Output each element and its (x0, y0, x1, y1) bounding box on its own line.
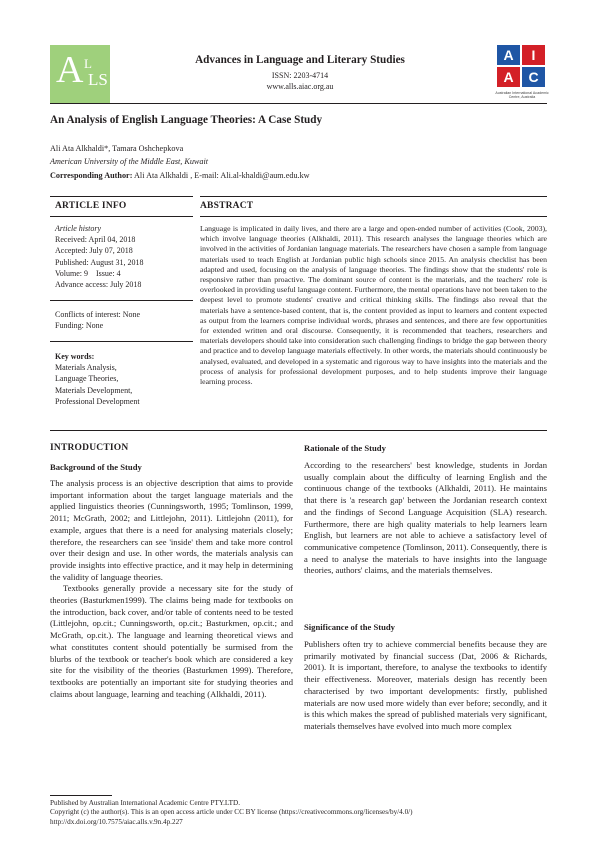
journal-title: Advances in Language and Literary Studies (195, 54, 405, 66)
footer (50, 799, 547, 827)
journal-logo (50, 45, 110, 103)
issn: ISSN: 2203-4714 (271, 71, 329, 80)
footnote-rule (50, 795, 112, 796)
abstract-text: Language is implicated in daily lives, and there are a large and open-ended number of activities (Cook, 2003), which involve language theories (Alkhaldi, 2011). This research analyses the language theories which are involved in the activities of Jordanian language materials. The researchers have chosen a sample from language materials used to teach English at Jordanian public high schools since 2015. An analysis checklist has been adapted and used, focusing on the analysis of language theories. The findings show that the students' role is responsive rather than proactive. The dominant source of content is the materials, and the teachers' role is overlooked in providing useful language content. Furthermore, the mental operations have not been taken to the deepest level to promote students' creative and critical thinking skills. The findings also reveal that the materials have a sentence-based content, that is, the content provided as input to learners and content expected as output from the learners comprise individual words, phrases and sentences, and there are few opportunities for extended written and oral discourse. Consequently, it is recommended that teachers, researchers and materials developers should take into consideration such challenging findings to bridge the gap between theory and practice and to develop language materials effectively. In other words, the materials should continuously be analysed, evaluated, and developed in a systematic and rigorous way to have insights into the materials and the process of analysis for professional development purposes, and to help students improve their language learning process. (200, 224, 547, 387)
history-advance: Advance access: July 2018 (55, 280, 142, 290)
history-label: Article history (55, 224, 101, 233)
history-accepted: Accepted: July 07, 2018 (55, 246, 133, 256)
logo-letter-a: A (56, 49, 84, 91)
logo-cell-i: I (522, 45, 545, 65)
affiliation: American University of the Middle East, Kuwait (50, 157, 209, 166)
authors: Ali Ata Alkhaldi*, Tamara Oshchepkova (50, 144, 184, 153)
footer-copyright[interactable]: Copyright (c) the author(s). This is an open access article under CC BY license (https://creativecommons.org/licenses/by/4.0/) (50, 808, 413, 817)
background-heading: Background of the Study (50, 462, 142, 472)
corresponding-email[interactable]: Ali Ata Alkhaldi , E-mail: Ali.al-khaldi@aum.edu.kw (132, 171, 310, 180)
keywords-label: Key words: (55, 352, 95, 361)
rationale-heading: Rationale of the Study (304, 443, 386, 453)
logo-cell-c: C (522, 67, 545, 87)
footer-publisher: Published by Australian International Academic Centre PTY.LTD. (50, 799, 241, 807)
keyword: Language Theories, (55, 374, 119, 384)
logo-letters-ls: LS (88, 70, 108, 89)
keywords-block (55, 351, 195, 407)
info-rule-1 (50, 300, 193, 301)
abstract-heading: ABSTRACT (200, 201, 254, 211)
introduction-heading: INTRODUCTION (50, 443, 129, 453)
background-paragraph-2: Textbooks generally provide a necessary site for the study of theories (Basturkmen1999). The claims being made for textbooks on the introduction, back cover, and/or table of contents need to be tested (Littlejohn, op.cit.; Cunningsworth, op.cit.; Basturkmen, op.cit.; and McGrath, op.cit.). The language and learning theoretical views and what constitutes content should potentially be surmised from the blurbs of the textbook or teacher's book which are considered a key site for the visibility of the theories (Basturkmen 1999). Therefore, textbooks are potentially an important site for studying theories and claims about language, learning and teaching (Alkhaldi, 2011). (50, 583, 293, 699)
footer-doi[interactable]: http://dx.doi.org/10.7575/aiac.alls.v.9n.4p.227 (50, 817, 183, 826)
keyword: Materials Development, (55, 385, 133, 395)
publisher-tagline: Australian International Academic Centre, Australia (495, 91, 549, 99)
article-info-heading: ARTICLE INFO (55, 201, 127, 211)
background-paragraph-1: The analysis process is an objective description that aims to provide important information about the target language materials and the applied linguistics theories (Cunningsworth, 1995; Tomlinson, 1999, 2011; McGrath, 2002; and Littlejohn, 2011). Littlejohn (2011), for example, argues that there is a need for analysing materials closely; therefore, the researchers can see 'inside' them and take more control over their design and use. In other words, the materials analysis can provide insights into effective practice, and it may help in determining the validity of language theories. (50, 478, 293, 582)
journal-website[interactable]: www.alls.aiac.org.au (266, 82, 334, 91)
paper-title: An Analysis of English Language Theories: A Case Study (50, 114, 323, 126)
logo-cell-a1: A (497, 45, 520, 65)
abstract-bottom-rule (50, 430, 547, 431)
history-published: Published: August 31, 2018 (55, 257, 144, 267)
keyword: Professional Development (55, 396, 140, 406)
rationale-paragraph: According to the researchers' best knowledge, students in Jordan usually complain about the difficulty of learning English and the continuous change of the textbooks (Alkhaldi, 2011). He maintains that there is 'a research gap' between the Jordanian research context and the findings of Second Language Acquisition (SLA) research. Furthermore, there are high quality materials to help learners learn English, but learners are not able to achieve a satisfactory level of communicative competence (Tomlinson, 2011). Consequently, there is a need to analyse the materials to have insights into the language theories, authors' claims, and the materials themselves. (304, 460, 547, 576)
funding: Funding: None (55, 321, 104, 331)
corresponding-author (50, 171, 310, 180)
conflicts-block (55, 309, 193, 331)
abstract-top-rule (200, 196, 547, 197)
history-volume: Volume: 9 Issue: 4 (55, 268, 121, 278)
significance-paragraph: Publishers often try to achieve commercial benefits because they are primarily motivated by financial success (Dat, 2006 & Richards, 2001). It is important, therefore, to analyse the textbooks to identify their effectiveness. Moreover, materials design has recently been characterised by two important developments: firstly, published materials are now used more widely than ever before; secondly, and it is this which makes the spread of published materials very significant, materials themselves have evolved into much more complex (304, 639, 547, 731)
info-top-rule (50, 196, 193, 197)
history-received: Received: April 04, 2018 (55, 235, 136, 245)
logo-cell-a2: A (497, 67, 520, 87)
significance-heading: Significance of the Study (304, 622, 395, 632)
info-head-rule (50, 216, 193, 217)
background-section (50, 478, 293, 700)
header-rule (50, 103, 547, 104)
info-rule-2 (50, 341, 193, 342)
conflicts-of-interest: Conflicts of interest: None (55, 310, 141, 319)
corresponding-label: Corresponding Author: (50, 171, 133, 180)
abstract-head-rule (200, 216, 547, 217)
logo-letter-l: L (84, 56, 92, 71)
publisher-logo (497, 45, 547, 89)
article-history (55, 223, 193, 290)
keyword: Materials Analysis, (55, 363, 117, 373)
